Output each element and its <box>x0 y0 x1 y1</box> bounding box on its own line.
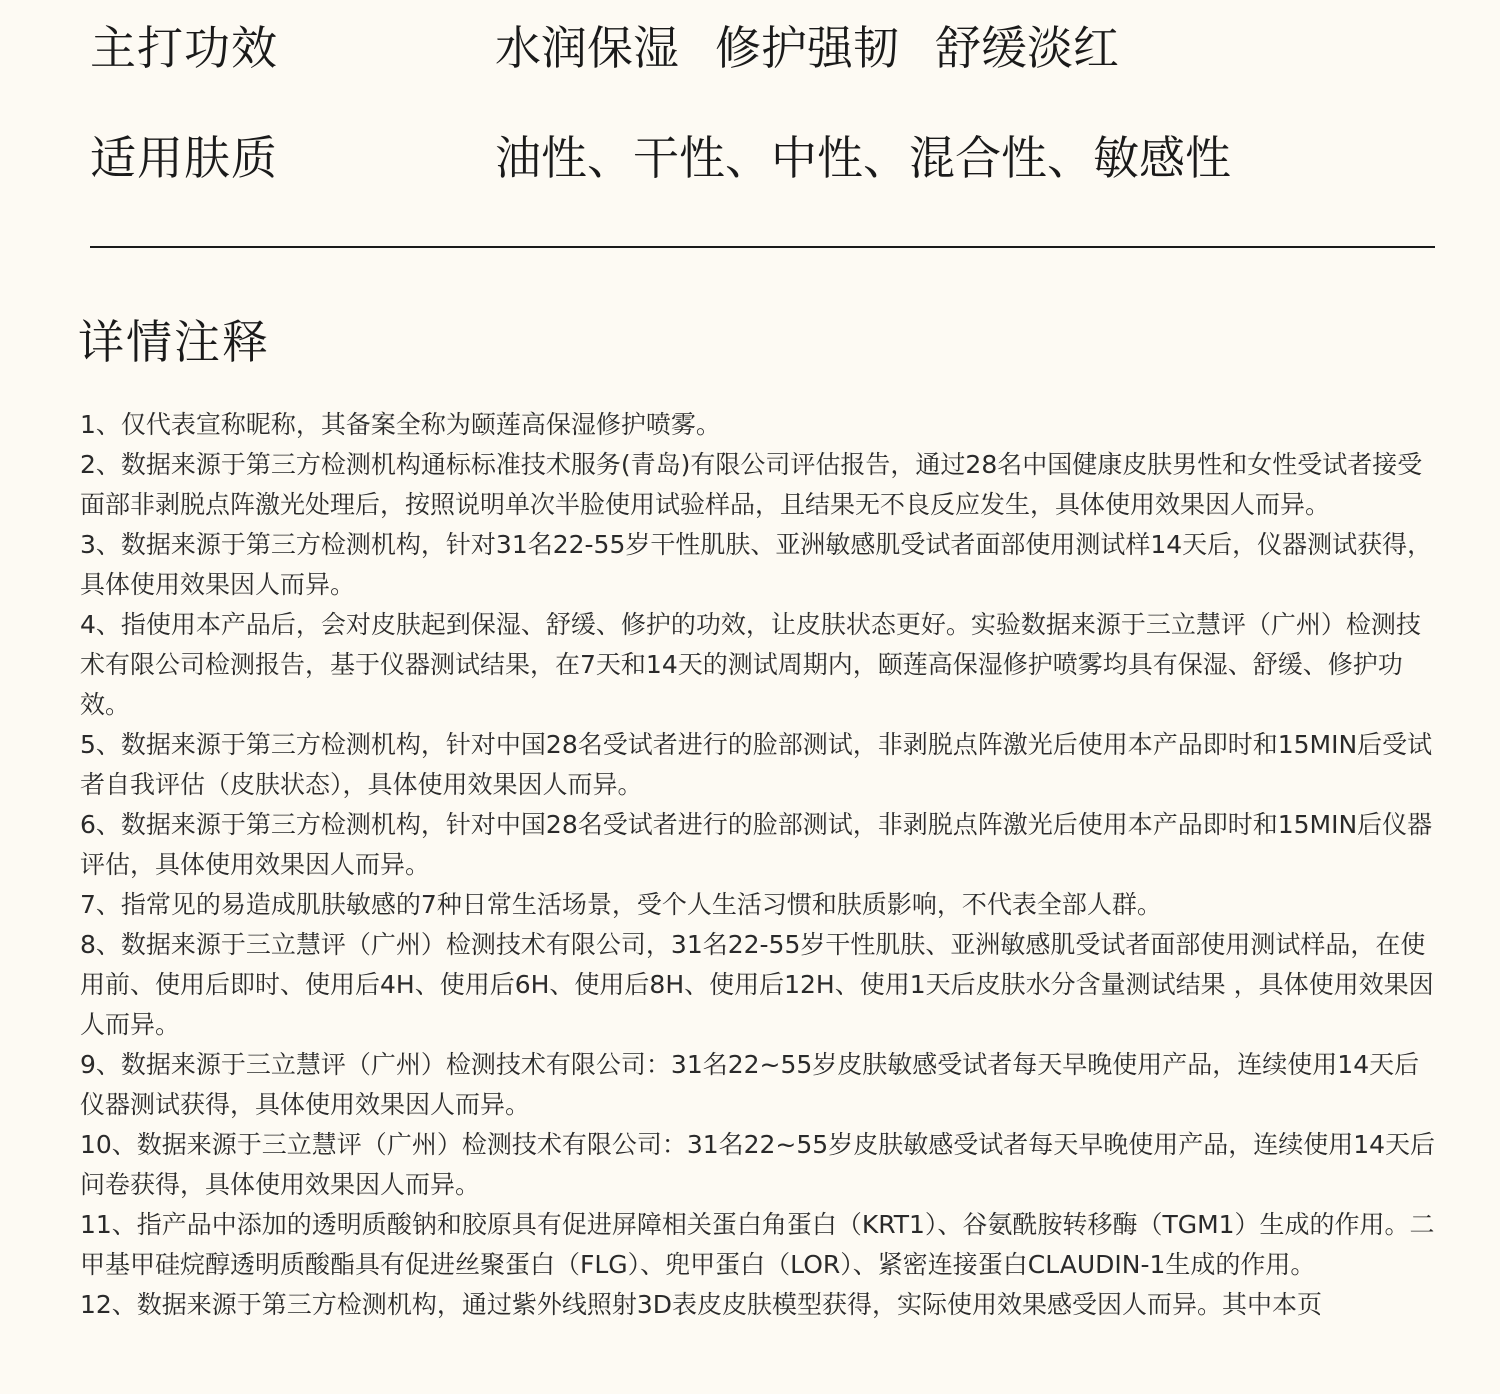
note-item: 5、数据来源于第三方检测机构，针对中国28名受试者进行的脸部测试，非剥脱点阵激光后使用本产品即时和15MIN后受试者自我评估（皮肤状态），具体使用效果因人而异。 <box>80 730 1433 799</box>
section-divider <box>90 246 1435 248</box>
note-item: 2、数据来源于第三方检测机构通标标准技术服务(青岛)有限公司评估报告，通过28名中国健康皮肤男性和女性受试者接受面部非剥脱点阵激光处理后，按照说明单次半脸使用试验样品，且结果无不良反应发生，具体使用效果因人而异。 <box>80 450 1423 519</box>
skin-type-row <box>90 118 1231 198</box>
note-item: 11、指产品中添加的透明质酸钠和胶原具有促进屏障相关蛋白角蛋白（KRT1）、谷氨酰胺转移酶（TGM1）生成的作用。二甲基甲硅烷醇透明质酸酯具有促进丝聚蛋白（FLG）、兜甲蛋白（LOR）、紧密连接蛋白CLAUDIN-1生成的作用。 <box>80 1210 1435 1279</box>
skin-type-label: 适用肤质 <box>90 131 278 185</box>
effect-label: 主打功效 <box>90 21 278 75</box>
note-item: 10、数据来源于三立慧评（广州）检测技术有限公司：31名22~55岁皮肤敏感受试者每天早晚使用产品，连续使用14天后问卷获得，具体使用效果因人而异。 <box>80 1130 1436 1199</box>
skin-type-text: 油性、干性、中性、混合性、敏感性 <box>495 131 1231 185</box>
effect-values <box>495 8 1119 88</box>
effect-row <box>90 8 1119 88</box>
note-item: 9、数据来源于三立慧评（广州）检测技术有限公司：31名22~55岁皮肤敏感受试者每天早晚使用产品，连续使用14天后仪器测试获得，具体使用效果因人而异。 <box>80 1050 1420 1119</box>
effect-value: 修护强韧 <box>715 21 899 75</box>
note-item: 6、数据来源于第三方检测机构，针对中国28名受试者进行的脸部测试，非剥脱点阵激光后使用本产品即时和15MIN后仪器评估，具体使用效果因人而异。 <box>80 810 1433 879</box>
notes-title: 详情注释 <box>78 315 270 369</box>
skin-type-value <box>495 118 1231 198</box>
note-item: 7、指常见的易造成肌肤敏感的7种日常生活场景，受个人生活习惯和肤质影响，不代表全部人群。 <box>80 890 1162 919</box>
effect-value: 舒缓淡红 <box>935 21 1119 75</box>
note-item: 8、数据来源于三立慧评（广州）检测技术有限公司，31名22-55岁干性肌肤、亚洲敏感肌受试者面部使用测试样品，在使用前、使用后即时、使用后4H、使用后6H、使用后8H、使用后12H、使用1天后皮肤水分含量测试结果 ，具体使用效果因人而异。 <box>80 930 1434 1039</box>
note-item: 3、数据来源于第三方检测机构，针对31名22-55岁干性肌肤、亚洲敏感肌受试者面部使用测试样14天后，仪器测试获得，具体使用效果因人而异。 <box>80 530 1433 599</box>
note-item: 12、数据来源于第三方检测机构，通过紫外线照射3D表皮皮肤模型获得，实际使用效果感受因人而异。其中本页 <box>80 1290 1322 1319</box>
note-item: 4、指使用本产品后，会对皮肤起到保湿、舒缓、修护的功效，让皮肤状态更好。实验数据来源于三立慧评（广州）检测技术有限公司检测报告，基于仪器测试结果，在7天和14天的测试周期内，颐莲高保湿修护喷雾均具有保湿、舒缓、修护功效。 <box>80 610 1421 719</box>
effect-value: 水润保湿 <box>495 21 679 75</box>
notes-list <box>80 405 1436 1325</box>
note-item: 1、仅代表宣称昵称，其备案全称为颐莲高保湿修护喷雾。 <box>80 410 721 439</box>
